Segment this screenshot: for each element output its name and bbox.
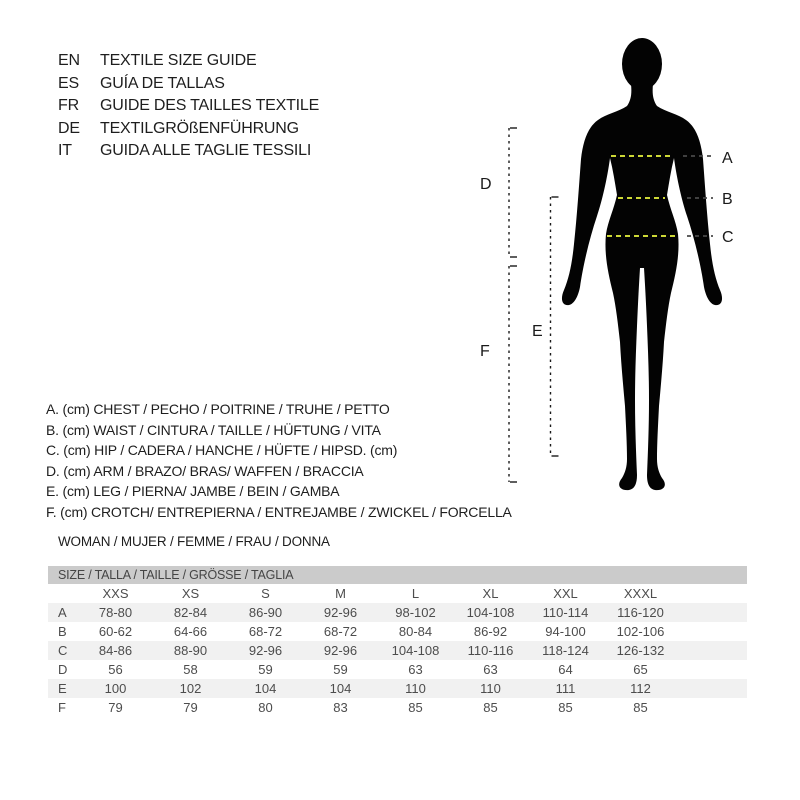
cell: 111	[555, 681, 576, 696]
cell: 78-80	[98, 605, 133, 620]
legend-item-waist: B. (cm) WAIST / CINTURA / TAILLE / HÜFTUNG / VITA	[46, 421, 381, 438]
legend-item-chest: A. (cm) CHEST / PECHO / POITRINE / TRUHE / PETTO	[46, 401, 390, 417]
table-row	[48, 679, 747, 698]
language-row	[58, 73, 319, 96]
cell: 118-124	[542, 643, 589, 658]
cell: 85	[408, 700, 423, 715]
cell: 82-84	[173, 605, 208, 620]
language-code: IT	[58, 142, 72, 159]
cell: 58	[183, 662, 198, 677]
row-label: D	[58, 662, 68, 677]
size-header: XS	[181, 586, 200, 601]
measure-label-c: C	[722, 229, 734, 246]
cell: 126-132	[616, 643, 665, 658]
cell: 63	[408, 662, 423, 677]
cell: 59	[333, 662, 348, 677]
measure-label-a: A	[722, 150, 733, 167]
row-label: E	[58, 681, 67, 696]
table-row	[48, 622, 747, 641]
table-row	[48, 641, 747, 660]
cell: 85	[558, 700, 573, 715]
cell: 92-96	[323, 643, 358, 658]
cell: 110-114	[542, 605, 589, 620]
cell: 80	[258, 700, 273, 715]
cell: 104	[329, 681, 352, 696]
cell: 94-100	[545, 624, 586, 639]
cell: 64-66	[173, 624, 208, 639]
size-header-row	[48, 584, 747, 603]
cell: 80-84	[398, 624, 433, 639]
cell: 86-92	[473, 624, 508, 639]
cell: 88-90	[173, 643, 208, 658]
cell: 59	[258, 662, 273, 677]
language-row	[58, 118, 319, 141]
legend-item-arm: D. (cm) ARM / BRAZO/ BRAS/ WAFFEN / BRACCIA	[46, 462, 364, 479]
size-table	[48, 566, 747, 717]
size-header: XXS	[102, 586, 129, 601]
language-title: GUÍA DE TALLAS	[100, 74, 225, 92]
cell: 104	[254, 681, 277, 696]
leg-length-line	[551, 197, 559, 456]
silhouette-head	[622, 38, 662, 90]
cell: 116-120	[617, 605, 664, 620]
cell: 85	[633, 700, 648, 715]
cell: 64	[558, 662, 573, 677]
size-header: XXL	[553, 586, 578, 601]
cell: 86-90	[248, 605, 283, 620]
size-header: M	[335, 586, 346, 601]
size-header: L	[411, 586, 420, 601]
language-title: GUIDA ALLE TAGLIE TESSILI	[100, 142, 312, 159]
language-code: ES	[58, 74, 79, 92]
table-row	[48, 660, 747, 679]
language-row	[58, 50, 319, 73]
row-label: B	[58, 624, 67, 639]
cell: 110	[480, 681, 501, 696]
measurement-legend	[46, 399, 512, 523]
legend-item-hip: C. (cm) HIP / CADERA / HANCHE / HÜFTE / HIPSD. (cm)	[46, 442, 398, 459]
row-label: C	[58, 643, 68, 658]
row-label: F	[58, 700, 66, 715]
language-title: TEXTILE SIZE GUIDE	[100, 52, 257, 69]
row-label: A	[58, 605, 67, 620]
table-row	[48, 698, 747, 717]
table-group-title: WOMAN / MUJER / FEMME / FRAU / DONNA	[58, 534, 330, 549]
cell: 102-106	[616, 624, 665, 639]
cell: 63	[483, 662, 498, 677]
cell: 79	[108, 700, 123, 715]
language-row	[58, 95, 319, 118]
measure-label-e: E	[532, 323, 543, 340]
cell: 92-96	[248, 643, 283, 658]
language-code: EN	[58, 52, 80, 69]
cell: 110-116	[467, 643, 514, 658]
legend-item-crotch: F. (cm) CROTCH/ ENTREPIERNA / ENTREJAMBE / ZWICKEL / FORCELLA	[46, 503, 512, 520]
cell: 102	[179, 681, 202, 696]
measure-label-b: B	[722, 191, 733, 208]
woman-silhouette	[562, 38, 722, 490]
language-code: FR	[58, 97, 79, 114]
size-header: XL	[482, 586, 499, 601]
language-title: GUIDE DES TAILLES TEXTILE	[100, 97, 320, 114]
cell: 104-108	[391, 643, 440, 658]
cell: 104-108	[466, 605, 515, 620]
language-title: TEXTILGRÖßENFÜHRUNG	[100, 119, 299, 137]
table-row	[48, 603, 747, 622]
cell: 112	[630, 681, 651, 696]
cell: 79	[183, 700, 198, 715]
cell: 84-86	[98, 643, 133, 658]
cell: 98-102	[395, 605, 436, 620]
size-header: XXXL	[623, 586, 658, 601]
cell: 92-96	[323, 605, 358, 620]
cell: 65	[633, 662, 648, 677]
table-header-band: SIZE / TALLA / TAILLE / GRÖSSE / TAGLIA	[48, 566, 747, 584]
legend-item-leg: E. (cm) LEG / PIERNA/ JAMBE / BEIN / GAMBA	[46, 483, 340, 500]
cell: 110	[405, 681, 426, 696]
cell: 85	[483, 700, 498, 715]
language-title-list	[58, 50, 319, 163]
measure-label-d: D	[480, 176, 492, 193]
size-header: S	[261, 586, 270, 601]
cell: 56	[108, 662, 123, 677]
cell: 100	[104, 681, 127, 696]
language-code: DE	[58, 119, 80, 137]
cell: 68-72	[248, 624, 283, 639]
cell: 60-62	[98, 624, 133, 639]
cell: 68-72	[323, 624, 358, 639]
silhouette-body	[562, 84, 722, 490]
cell: 83	[333, 700, 348, 715]
arm-length-line	[509, 128, 517, 257]
language-row	[58, 140, 319, 163]
measure-label-f: F	[480, 343, 490, 360]
